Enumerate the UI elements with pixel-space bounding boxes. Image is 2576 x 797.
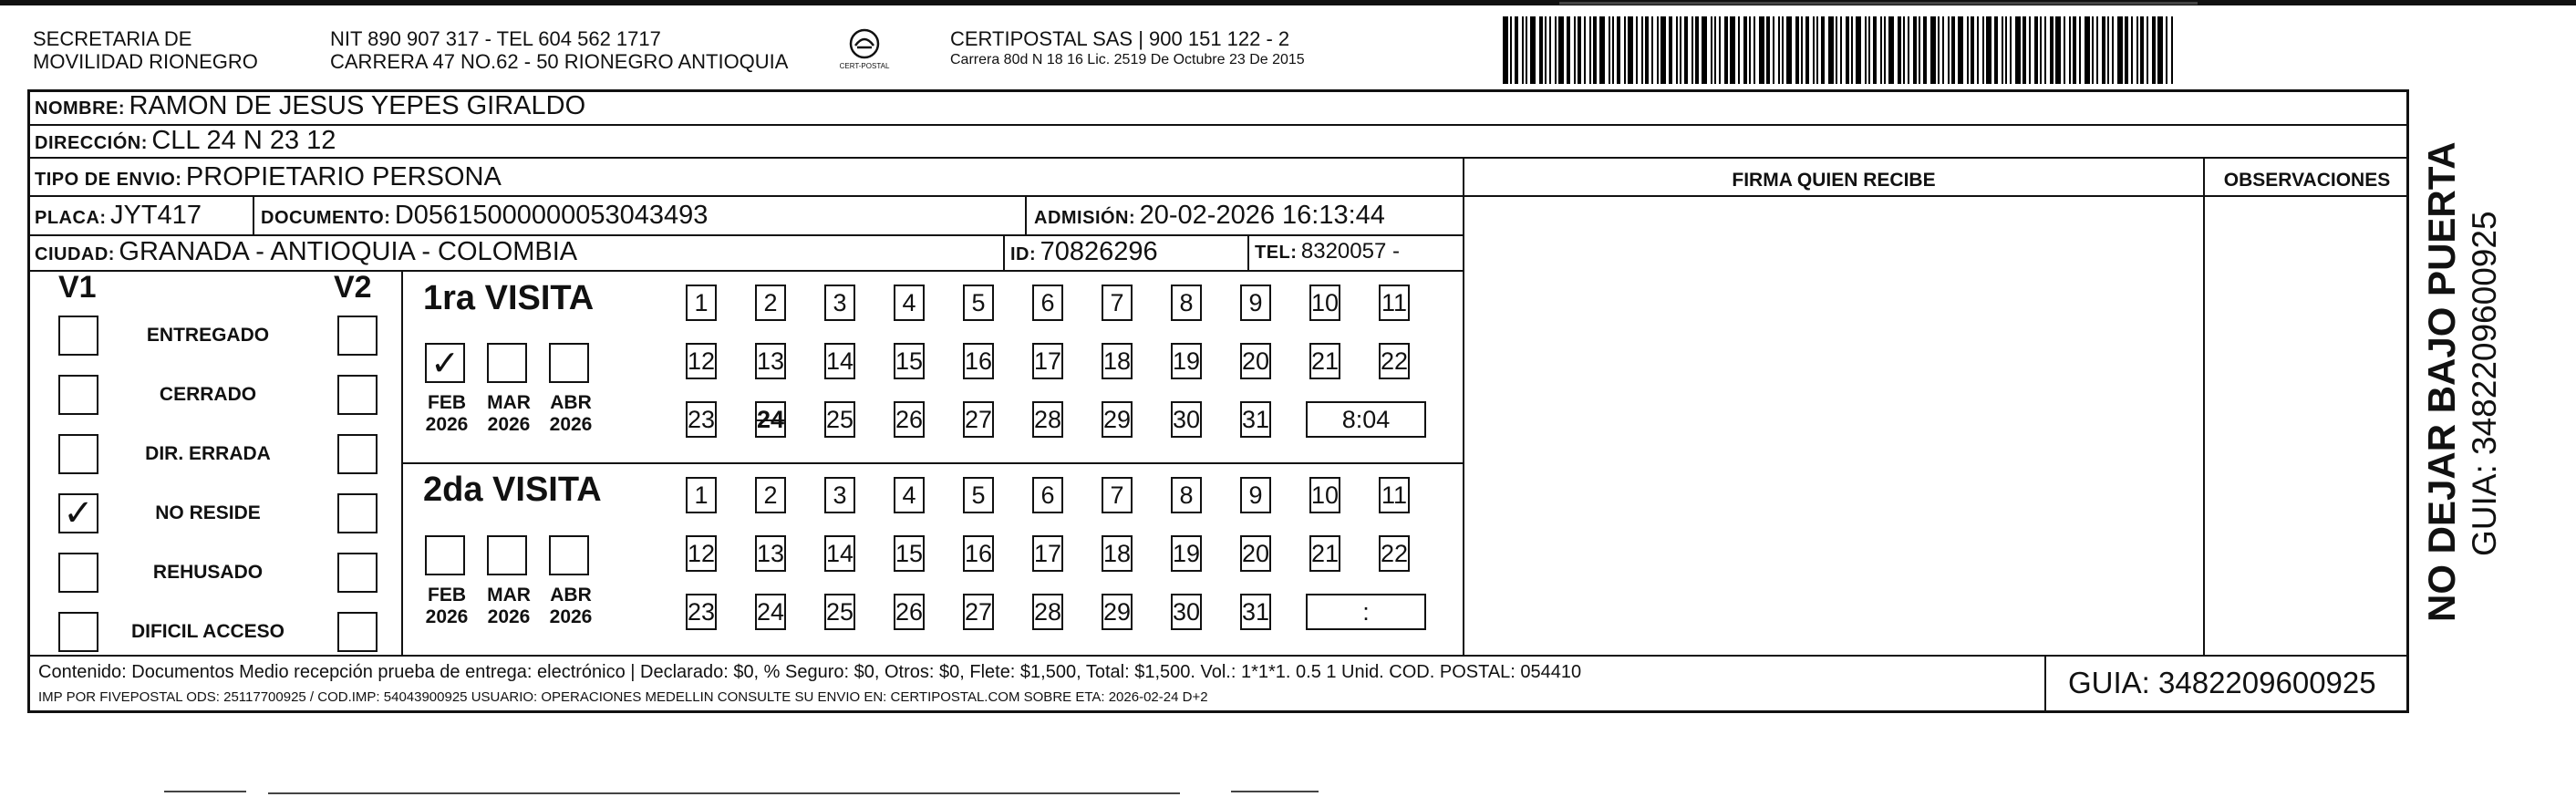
issuer-line-1: SECRETARIA DE xyxy=(33,27,192,50)
footer-print-info: IMP POR FIVEPOSTAL ODS: 25117700925 / COD.IMP: 54043900925 USUARIO: OPERACIONES MEDELLIN CONSULTE SU ENVIO EN: CERTIPOSTAL.COM SOBRE ETA: 2026-02-24 D+2 xyxy=(38,689,1208,705)
month-name: ABR xyxy=(550,392,592,413)
second-time-box: : xyxy=(1306,594,1426,630)
check-mark: ✓ xyxy=(63,493,94,533)
status-label-5: DIFICIL ACCESO xyxy=(130,621,284,642)
second-day-31: 31 xyxy=(1240,594,1271,630)
rule-obs-left xyxy=(2203,157,2205,655)
first-day-7: 7 xyxy=(1102,285,1133,321)
side-guia: GUIA: 3482209600925 xyxy=(2466,211,2503,556)
v2-header: V2 xyxy=(334,270,372,305)
second-day-16: 16 xyxy=(963,535,994,572)
direccion-field xyxy=(35,126,336,156)
admision-label: ADMISIÓN: xyxy=(1034,208,1136,228)
rule-id-tel xyxy=(1247,234,1249,270)
second-day-11: 11 xyxy=(1379,477,1410,513)
issuer-name xyxy=(33,27,258,73)
month-year: 2026 xyxy=(425,606,469,627)
v2-checkbox-4 xyxy=(337,553,378,593)
tipo-label: TIPO DE ENVIO: xyxy=(35,170,182,190)
second-day-5: 5 xyxy=(963,477,994,513)
first-day-27: 27 xyxy=(963,401,994,438)
nombre-field xyxy=(35,91,585,121)
tel-label: TEL: xyxy=(1255,243,1298,263)
first-day-2: 2 xyxy=(755,285,786,321)
v1-checkbox-4 xyxy=(58,553,98,593)
status-label-3: NO RESIDE xyxy=(155,502,261,523)
barcode-gap xyxy=(2173,16,2175,84)
v2-checkbox-5 xyxy=(337,612,378,652)
second-day-7: 7 xyxy=(1102,477,1133,513)
first-visit-title: 1ra VISITA xyxy=(423,279,595,317)
v2-checkbox-3 xyxy=(337,493,378,533)
courier-line-1: CERTIPOSTAL SAS | 900 151 122 - 2 xyxy=(950,27,1290,50)
scan-artifact xyxy=(164,791,246,792)
courier-info xyxy=(950,27,1305,70)
placa-field xyxy=(35,201,202,231)
nombre-label: NOMBRE: xyxy=(35,98,126,119)
first-day-15: 15 xyxy=(894,343,925,379)
placa-label: PLACA: xyxy=(35,208,107,228)
second-day-20: 20 xyxy=(1240,535,1271,572)
first-day-8: 8 xyxy=(1171,285,1202,321)
month-year: 2026 xyxy=(549,414,593,435)
tel-field xyxy=(1255,239,1400,264)
first-day-13: 13 xyxy=(755,343,786,379)
first-day-12: 12 xyxy=(686,343,717,379)
first-day-28: 28 xyxy=(1032,401,1063,438)
second-day-23: 23 xyxy=(686,594,717,630)
second-day-4: 4 xyxy=(894,477,925,513)
status-label-1: CERRADO xyxy=(159,384,257,405)
second-month-label-1 xyxy=(481,585,536,628)
second-day-1: 1 xyxy=(686,477,717,513)
firma-header: FIRMA QUIEN RECIBE xyxy=(1732,170,1936,191)
scan-artifact xyxy=(268,792,1180,794)
rule-direccion xyxy=(27,157,2409,159)
second-day-17: 17 xyxy=(1032,535,1063,572)
tipo-value: PROPIETARIO PERSONA xyxy=(185,162,502,191)
ciudad-value: GRANADA - ANTIOQUIA - COLOMBIA xyxy=(119,237,578,266)
rule-firma-left xyxy=(1463,157,1464,655)
month-name: FEB xyxy=(428,392,466,413)
tipo-field xyxy=(35,162,502,192)
documento-value: D05615000000053043493 xyxy=(394,201,709,230)
first-day-16: 16 xyxy=(963,343,994,379)
first-day-11: 11 xyxy=(1379,285,1410,321)
issuer-contact xyxy=(330,27,788,73)
first-day-10: 10 xyxy=(1309,285,1340,321)
id-value: 70826296 xyxy=(1040,237,1158,266)
direccion-label: DIRECCIÓN: xyxy=(35,133,148,153)
second-day-15: 15 xyxy=(894,535,925,572)
check-mark: ✓ xyxy=(430,344,460,383)
second-visit-title: 2da VISITA xyxy=(423,471,602,509)
v2-checkbox-2 xyxy=(337,434,378,474)
rule-ciudad xyxy=(27,270,1463,272)
second-day-3: 3 xyxy=(824,477,855,513)
status-label-0: ENTREGADO xyxy=(146,325,270,346)
footer-guia: GUIA: 3482209600925 xyxy=(2068,666,2376,699)
first-day-31: 31 xyxy=(1240,401,1271,438)
second-day-2: 2 xyxy=(755,477,786,513)
scan-artifact xyxy=(1231,791,1319,792)
v1-checkbox-5 xyxy=(58,612,98,652)
first-day-19: 19 xyxy=(1171,343,1202,379)
second-day-10: 10 xyxy=(1309,477,1340,513)
second-day-24: 24 xyxy=(755,594,786,630)
first-time-box: 8:04 xyxy=(1306,401,1426,438)
issuer-line-2: MOVILIDAD RIONEGRO xyxy=(33,50,258,73)
second-month-label-2 xyxy=(543,585,598,628)
second-day-19: 19 xyxy=(1171,535,1202,572)
second-day-14: 14 xyxy=(824,535,855,572)
second-day-26: 26 xyxy=(894,594,925,630)
first-month-box-1 xyxy=(487,343,527,383)
id-label: ID: xyxy=(1010,244,1037,264)
first-day-30: 30 xyxy=(1171,401,1202,438)
month-year: 2026 xyxy=(487,414,531,435)
month-name: FEB xyxy=(428,585,466,606)
scan-artifact xyxy=(1559,2,2198,5)
second-day-13: 13 xyxy=(755,535,786,572)
barcode xyxy=(1503,16,2178,84)
first-day-20: 20 xyxy=(1240,343,1271,379)
first-day-18: 18 xyxy=(1102,343,1133,379)
rule-footer xyxy=(27,655,2409,657)
v2-checkbox-1 xyxy=(337,375,378,415)
rule-ciudad-id xyxy=(1003,234,1005,270)
admision-value: 20-02-2026 16:13:44 xyxy=(1139,201,1385,230)
v1-checkbox-0 xyxy=(58,316,98,356)
second-day-21: 21 xyxy=(1309,535,1340,572)
second-day-27: 27 xyxy=(963,594,994,630)
first-day-25: 25 xyxy=(824,401,855,438)
rule-visit-block xyxy=(401,270,403,655)
first-day-22: 22 xyxy=(1379,343,1410,379)
second-month-label-0 xyxy=(419,585,474,628)
first-month-box-0 xyxy=(425,343,465,383)
first-day-3: 3 xyxy=(824,285,855,321)
status-label-2: DIR. ERRADA xyxy=(145,443,271,464)
side-warning: NO DEJAR BAJO PUERTA xyxy=(2420,141,2463,622)
first-day-14: 14 xyxy=(824,343,855,379)
month-name: MAR xyxy=(487,392,531,413)
ciudad-field xyxy=(35,237,577,267)
month-year: 2026 xyxy=(425,414,469,435)
observaciones-header: OBSERVACIONES xyxy=(2223,170,2391,191)
month-year: 2026 xyxy=(549,606,593,627)
second-day-12: 12 xyxy=(686,535,717,572)
documento-label: DOCUMENTO: xyxy=(261,208,391,228)
rule-guia xyxy=(2044,655,2046,713)
second-day-30: 30 xyxy=(1171,594,1202,630)
admision-field xyxy=(1034,201,1385,231)
month-name: MAR xyxy=(487,585,531,606)
rule-nombre xyxy=(27,124,2409,126)
second-day-28: 28 xyxy=(1032,594,1063,630)
rule-visits xyxy=(401,462,1463,464)
first-day-5: 5 xyxy=(963,285,994,321)
first-day-1: 1 xyxy=(686,285,717,321)
second-month-box-2 xyxy=(549,535,589,575)
second-day-29: 29 xyxy=(1102,594,1133,630)
first-day-9: 9 xyxy=(1240,285,1271,321)
first-month-label-0 xyxy=(419,392,474,436)
address-line: CARRERA 47 NO.62 - 50 RIONEGRO ANTIOQUIA xyxy=(330,50,789,73)
month-year: 2026 xyxy=(487,606,531,627)
first-day-29: 29 xyxy=(1102,401,1133,438)
first-day-21: 21 xyxy=(1309,343,1340,379)
direccion-value: CLL 24 N 23 12 xyxy=(151,126,336,155)
first-day-23: 23 xyxy=(686,401,717,438)
first-day-17: 17 xyxy=(1032,343,1063,379)
tel-value: 8320057 - xyxy=(1300,239,1400,264)
rule-doc-admision xyxy=(1025,195,1027,234)
second-day-25: 25 xyxy=(824,594,855,630)
v1-checkbox-2 xyxy=(58,434,98,474)
first-day-24: 24 xyxy=(755,401,786,438)
second-day-6: 6 xyxy=(1032,477,1063,513)
second-day-18: 18 xyxy=(1102,535,1133,572)
rule-placa-doc xyxy=(253,195,254,234)
id-field xyxy=(1010,237,1158,267)
status-label-4: REHUSADO xyxy=(152,562,264,583)
logo-text: CERT-POSTAL xyxy=(839,62,890,70)
certipostal-logo xyxy=(837,26,892,80)
first-day-26: 26 xyxy=(894,401,925,438)
v1-header: V1 xyxy=(58,270,97,305)
second-month-box-1 xyxy=(487,535,527,575)
first-day-4: 4 xyxy=(894,285,925,321)
first-month-label-1 xyxy=(481,392,536,436)
placa-value: JYT417 xyxy=(110,201,202,230)
documento-field xyxy=(261,201,708,231)
first-day-6: 6 xyxy=(1032,285,1063,321)
second-day-22: 22 xyxy=(1379,535,1410,572)
nit-line: NIT 890 907 317 - TEL 604 562 1717 xyxy=(330,27,661,50)
second-day-9: 9 xyxy=(1240,477,1271,513)
footer-contents: Contenido: Documentos Medio recepción prueba de entrega: electrónico | Declarado: $0, % Seguro: $0, Otros: $0, Flete: $1,500, Total: $1,500. Vol.: 1*1*1. 0.5 1 Unid. COD. POSTAL: 054410 xyxy=(38,662,1582,682)
v1-checkbox-3 xyxy=(58,493,98,533)
first-month-box-2 xyxy=(549,343,589,383)
v1-checkbox-1 xyxy=(58,375,98,415)
second-month-box-0 xyxy=(425,535,465,575)
courier-line-2: Carrera 80d N 18 16 Lic. 2519 De Octubre 23 De 2015 xyxy=(950,52,1305,67)
ciudad-label: CIUDAD: xyxy=(35,244,115,264)
v2-checkbox-0 xyxy=(337,316,378,356)
rule-tipo xyxy=(27,195,2409,197)
first-month-label-2 xyxy=(543,392,598,436)
second-day-8: 8 xyxy=(1171,477,1202,513)
nombre-value: RAMON DE JESUS YEPES GIRALDO xyxy=(129,91,586,120)
month-name: ABR xyxy=(550,585,592,606)
